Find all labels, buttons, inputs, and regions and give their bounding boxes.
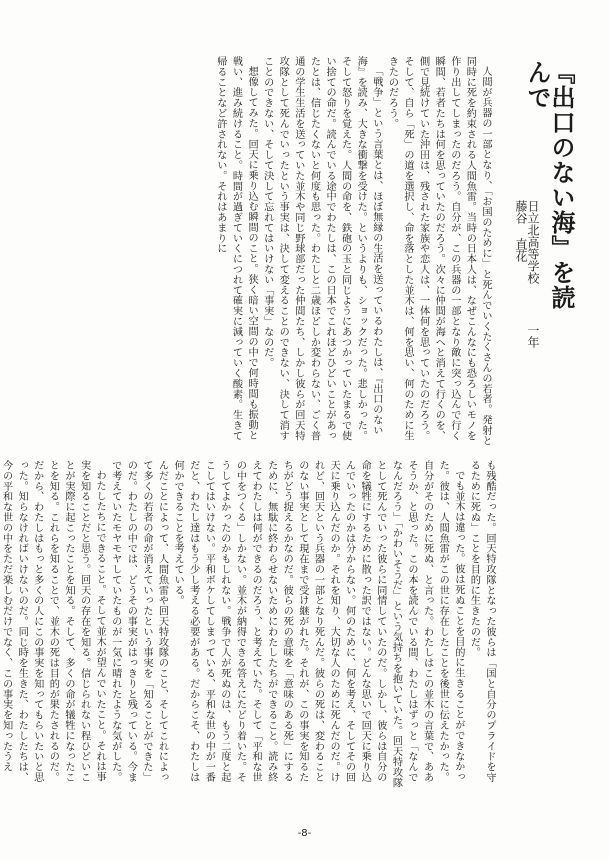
essay-title: 『出口のない海』を読んで [523, 60, 576, 310]
paragraph: も残酷だった。回天特攻隊となった彼らは「国と自分のプライドを守るために死ぬ」ことを目的に生きたのだ。 [468, 460, 495, 783]
author-line [515, 200, 539, 430]
paragraph: 「戦争」という言葉とは、ほぼ無縁の生活を送っているわたしは、『出口のない海』を読み、大きな衝撃を受けた。というよりも、ショックだった。悲しかった。そして怒りを覚えた。人間の命を、鉄砲の玉と同じようにあつかっていたまるで使い捨ての命だ。読んでいる途中でわたしは、この日本でこれほどひどいことがあったとは、信じたくないと何度も思った。わたしと二歳ほどしか変わらない、ごく普通の学生生活を送っていた並木や同じ野球部だった仲間たち、しかし彼らが回天特攻隊として死んでいったという事実は、決して変えることのできない、決して消すことのできない、そして決して忘れてはいけない「事実」なのだ。 [261, 56, 382, 441]
top-text-block [183, 56, 493, 450]
page-number: -8- [297, 828, 312, 839]
paragraph: 人間が兵器の一部となり、「お国のために」と死んでいくたくさんの若者。発射と同時に死を約束される人間魚雷。当時の日本人は、なぜこんなにも恐ろしいモノを作り出してしまったのだろう。自分が、この兵器の一部となり敵に突っ込んで行く瞬間、若者たちは何を思っていたのだろう。次々に仲間が海へと消えて行くのを、側で見続けていた沖田は、残された家族や恋人は、一体何を思っていたのだろう。そして、自ら「死」の道を選択し、命を落とした並木は、何を思い、何のために生きたのだろう。 [386, 56, 491, 446]
grade: 一年 [526, 324, 540, 348]
paragraph: 想像してみた。回天に乗り込む瞬間のこと。狭く暗い空間の中で何時間も振動と戦い、進み続けること。時間が過ぎていくにつれて確実に減っていく酸素。生きて帰ることなど許されない。それはあまりに [214, 56, 258, 441]
school-name: 日立北高等学校 [526, 200, 540, 284]
paragraph: わたしたちにできること。そして並木が望んでいたこと。それは事実を知ることだと思う。回天の存在を知る。信じられない程ひどいことが実際に起こったことを知る。そして、多くの命が犠牲になったことを知る。これらを知ることで、並木の死は目的が果たされるのだ。だから、わたしはもっと多くの人にこの事実を知ってもらいたいと思った。知らなければいけないのだ。同じ時を生きた、わたしたちは、今の平和な世の中をただ楽しむだけでなく、この事実を知ったうえ [0, 460, 106, 783]
author-name: 藤谷 直花 [514, 200, 528, 262]
paragraph: でも並木は違った。彼は死ぬことを目的に生きることができなかった。彼は、人間魚雷がこの世に存在したことを後世に伝えたかった。自分がそのために死ぬ、と言った。わたしはこの並木の言葉で、ああそうか、と思った。この本を読んでいる間、わたしはずっと「なんでなんだろう」「かわいそうだ」という気持ちを抱いていた。回天特攻隊として死んでいった彼らに同情していたのだ。しかし、彼らは自分の命を犠牲にするために散った訳ではない。どんな思いで回天に乗り込んでいったのかは分からない。何のために、何を考え、そしてその回天に乗り込んだのか。それを知り、大切な人のために死んだのだ。けれど、回天という兵器の一部となり死んだ。彼らの死は、変わることのない事実として現在まで受け継がれた。それが、この事実を知るたちがどう捉えるかなのだ。彼らの死の意味を「意味のある死」にするために、無駄に終わらせないためにわたしたちができること。読み終えてわたしは何ができるのだろう、と考えていた。そして「平和な世の中をつくる」しかない。並木が納得できる答えにたどり着いた。そうしてよかったのかもしれない。戦争で人が死ぬのは、もう二度と起こしてはいけない。平和ボケしてしまっている、平和な世の中が一番だと、わたし達はもう少し考える必要がある。だからこそ、わたしは何かできることを考えている。 [172, 460, 464, 788]
bottom-text-block [0, 460, 497, 788]
paragraph: んだことによって、人間魚雷や回天特攻隊のこと、そしてこれによって多くの若者の命が消えていったという事実を「知ることができた」のだ。わたしの中では、どうその事実がはっきりと残っている。今まで考えていたモヤモヤしていたものが一気に晴れたような気がした。 [109, 460, 168, 783]
